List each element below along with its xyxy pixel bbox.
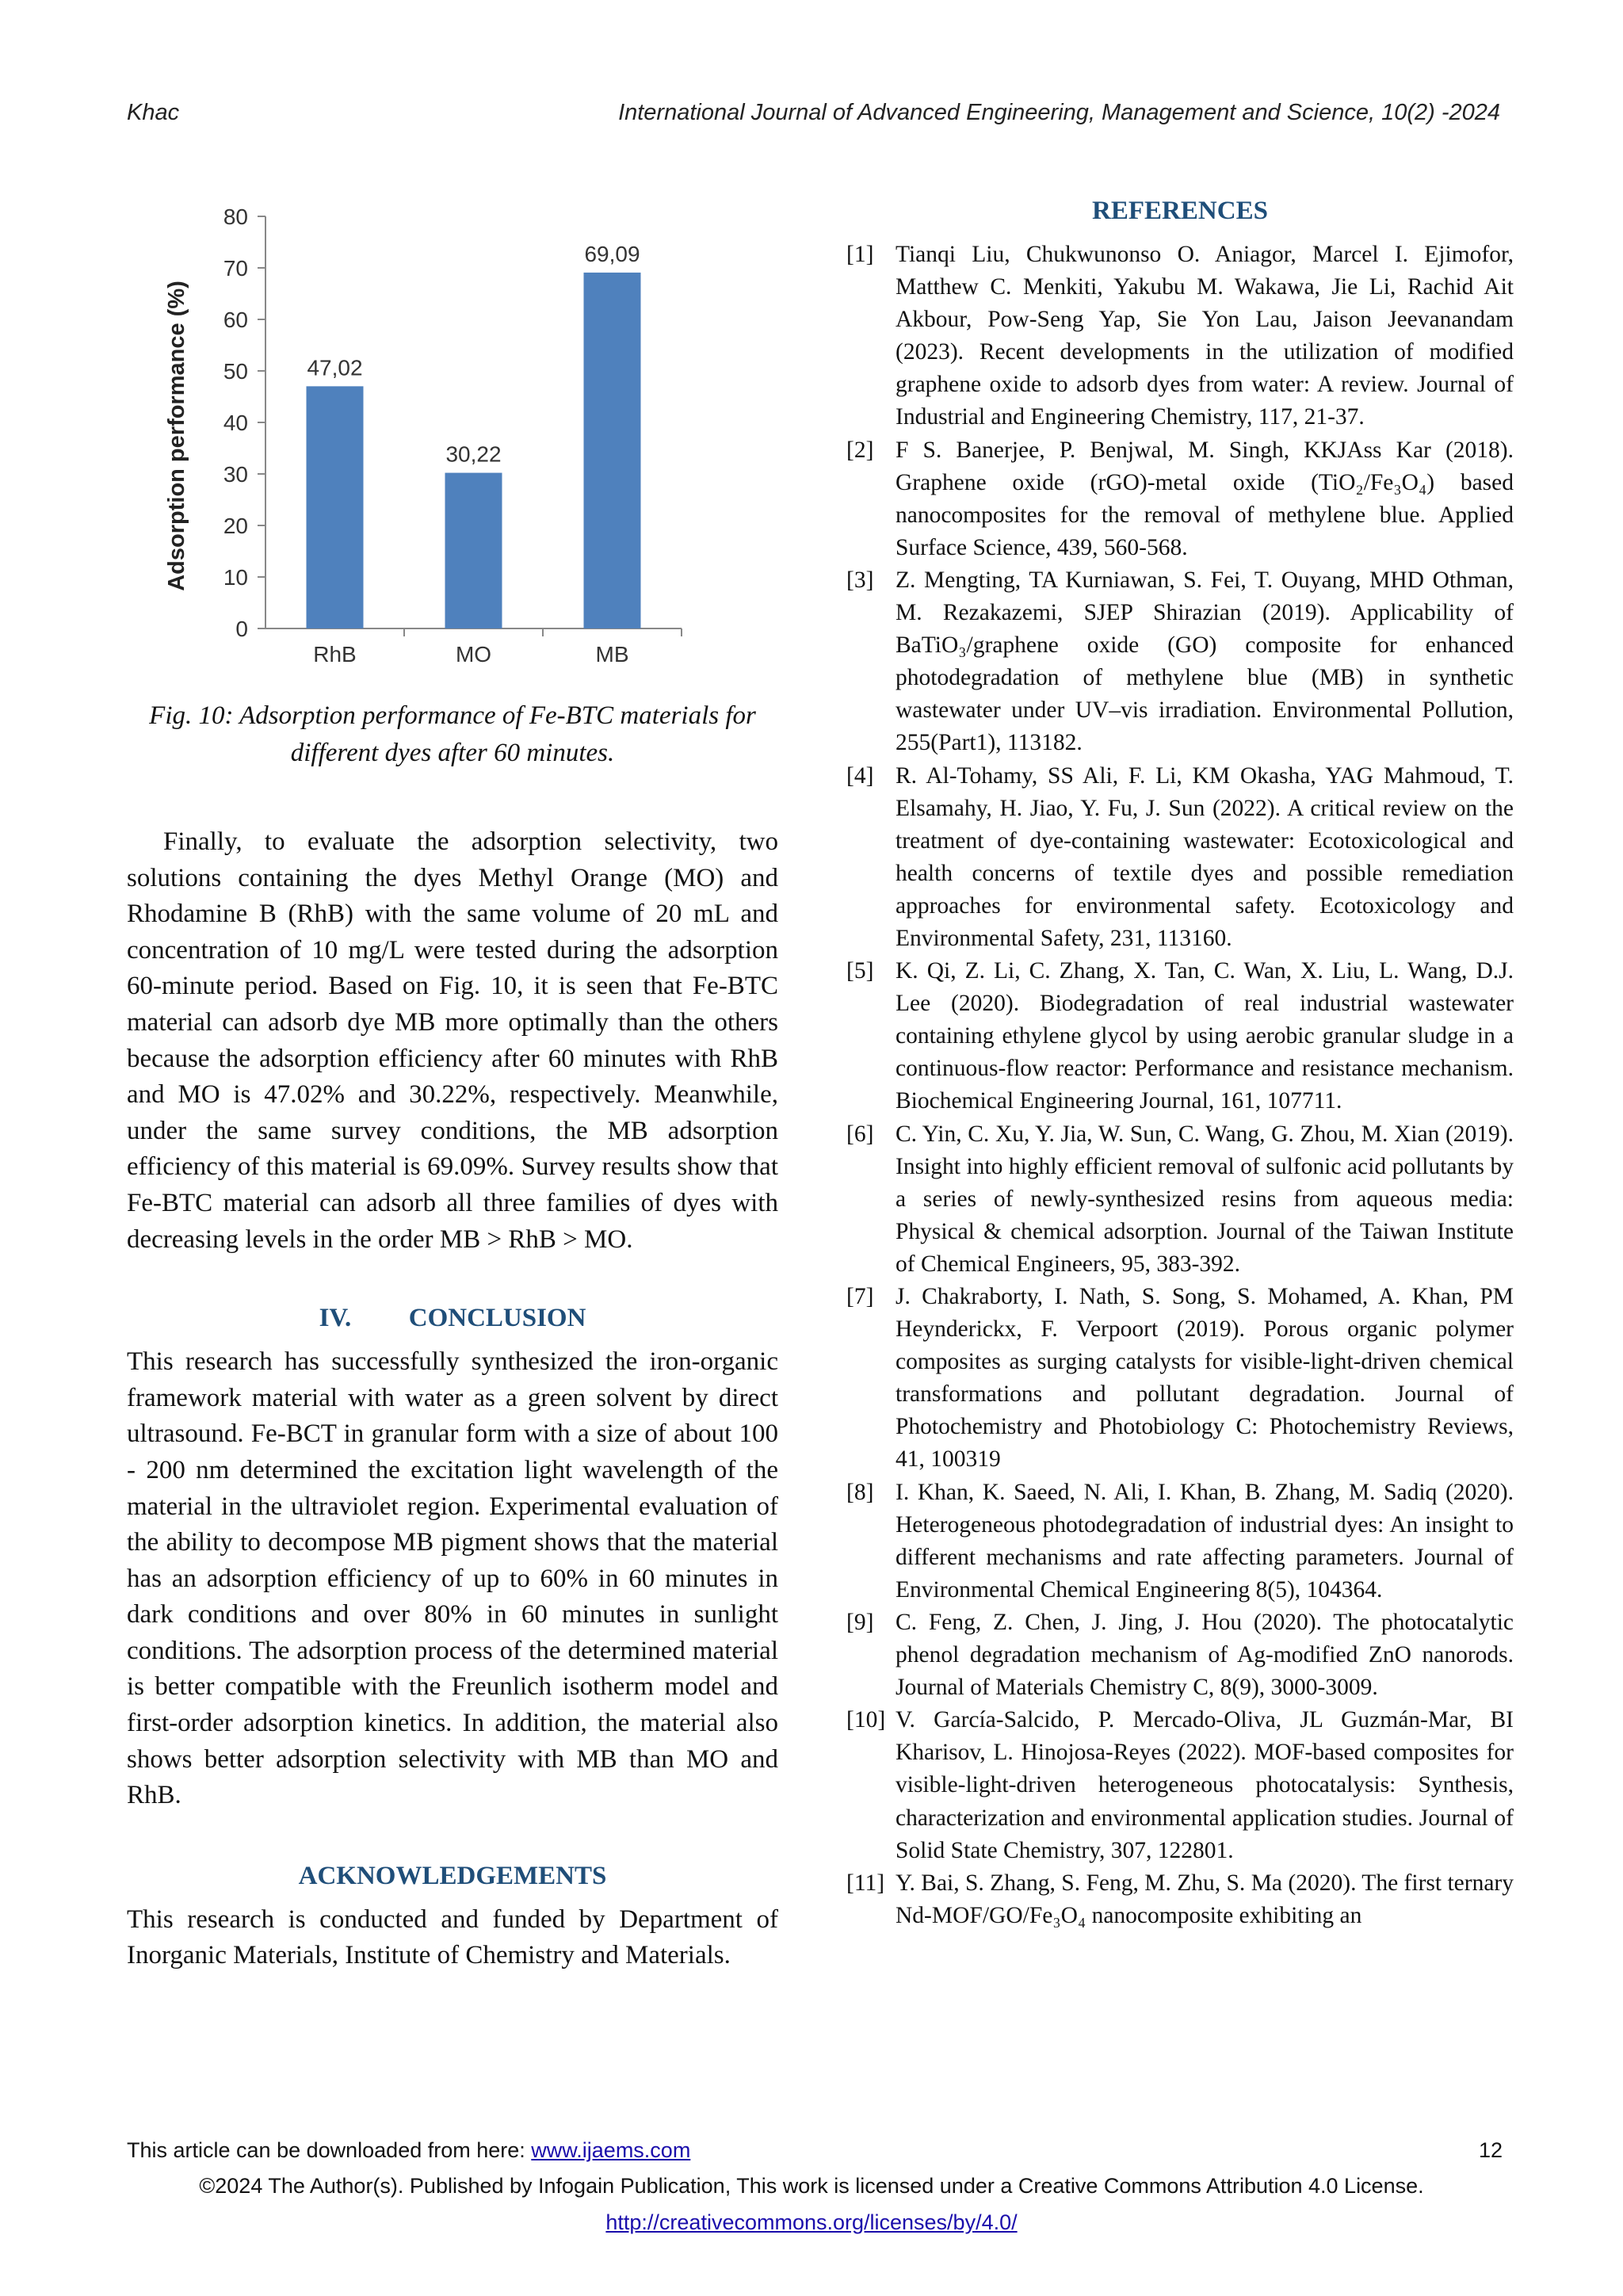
reference-text: Tianqi Liu, Chukwunonso O. Aniagor, Marcel I. Ejimofor, Matthew C. Menkiti, Yakubu M. Wakawa, Jie Li, Rachid Ait Akbour, Pow-Seng Yap, Sie Yon Lau, Jaison Jeevanandam (2023). Recent developments in the utilization of modified graphene oxide to adsorb dyes from water: A review. Journal of Industrial and Engineering Chemistry, 117, 21-37. — [896, 242, 1514, 430]
running-header-journal: International Journal of Advanced Engineering, Management and Science, 10(2) -2024 — [618, 100, 1500, 125]
reference-item — [846, 564, 1514, 760]
chart-y-tick-label: 0 — [235, 617, 248, 641]
reference-number: [3] — [846, 567, 874, 593]
reference-item — [846, 434, 1514, 564]
reference-item — [846, 1606, 1514, 1704]
reference-text: R. Al-Tohamy, SS Ali, F. Li, KM Okasha, YAG Mahmoud, T. Elsamahy, H. Jiao, Y. Fu, J. Sun (2022). A critical review on the treatment of dye-containing wastewater: Ecotoxicological and health concerns of textile dyes and possible remediation approaches for environmental safety. Ecotoxicology and Environmental Safety, 231, 113160. — [896, 762, 1514, 951]
body-paragraph-selectivity: Finally, to evaluate the adsorption selectivity, two solutions containing the dyes Methyl Orange (MO) and Rhodamine B (RhB) with the same volume of 20 mL and concentration of 10 mg/L were tested during the adsorption 60-minute period. Based on Fig. 10, it is seen that Fe-BTC material can adsorb dye MB more optimally than the others because the adsorption efficiency after 60 minutes with RhB and MO is 47.02% and 30.22%, respectively. Meanwhile, under the same survey conditions, the MB adsorption efficiency of this material is 69.09%. Survey results show that Fe-BTC material can adsorb all three families of dyes with decreasing levels in the order MB > RhB > MO. — [127, 827, 778, 1254]
reference-text: C. Yin, C. Xu, Y. Jia, W. Sun, C. Wang, G. Zhou, M. Xian (2019). Insight into highly efficient removal of sulfonic acid pollutants by a series of newly-synthesized resins from aqueous media: Physical & chemical adsorption. Journal of the Taiwan Institute of Chemical Engineers, 95, 383-392. — [896, 1121, 1514, 1277]
reference-item — [846, 955, 1514, 1117]
reference-number: [4] — [846, 762, 874, 789]
chart-y-tick-label: 60 — [223, 308, 248, 332]
chart-y-tick-label: 10 — [223, 565, 248, 590]
conclusion-number: IV. — [319, 1304, 352, 1333]
chart-y-tick-label: 80 — [223, 204, 248, 229]
chart-bar — [307, 386, 364, 628]
reference-number: [10] — [846, 1707, 886, 1733]
chart-y-axis-label: Adsorption performance (%) — [164, 281, 189, 591]
chart-data-label: 30,22 — [445, 441, 502, 467]
reference-item — [846, 1867, 1514, 1932]
chart-y-tick-label: 20 — [223, 514, 248, 538]
reference-text: F S. Banerjee, P. Benjwal, M. Singh, KKJAss Kar (2018). Graphene oxide (rGO)-metal oxide (TiO₂/Fe₃O₄) based nanocomposites for the removal of methylene blue. Applied Surface Science, 439, 560-568. — [896, 437, 1514, 560]
reference-item — [846, 239, 1514, 434]
reference-number: [11] — [846, 1870, 885, 1896]
bar-chart-svg — [127, 190, 778, 697]
reference-item — [846, 760, 1514, 956]
reference-number: [5] — [846, 958, 874, 984]
conclusion-title: CONCLUSION — [408, 1304, 586, 1333]
reference-item — [846, 1704, 1514, 1866]
acknowledgements-paragraph: This research is conducted and funded by Department of Inorganic Materials, Institute of Chemistry and Materials. — [127, 1904, 778, 1970]
chart-data-label: 69,09 — [584, 241, 640, 266]
reference-number: [8] — [846, 1479, 874, 1505]
conclusion-paragraph: This research has successfully synthesized the iron-organic framework material with water as a green solvent by direct ultrasound. Fe-BCT in granular form with a size of about 100 - 200 nm determined the excitation light wavelength of the material in the ultraviolet region. Experimental evaluation of the ability to decompose MB pigment shows that the material has an adsorption efficiency of up to 60% in 60 minutes in dark conditions and over 80% in 60 minutes in sunlight conditions. The adsorption process of the determined material is better compatible with the Freunlich isotherm model and first-order adsorption kinetics. In addition, the material also shows better adsorption selectivity with MB than MO and RhB. — [127, 1347, 778, 1810]
footer-license-link-wrap — [0, 2210, 1623, 2235]
chart-x-tick-label: MO — [455, 642, 492, 667]
running-header-author: Khac — [127, 100, 180, 125]
figure-10-chart — [127, 190, 778, 697]
reference-number: [6] — [846, 1121, 874, 1147]
reference-number: [1] — [846, 242, 874, 267]
left-column — [127, 190, 778, 1974]
footer-license-text: ©2024 The Author(s). Published by Infogain Publication, This work is licensed under a Creative Commons Attribution 4.0 License. — [199, 2174, 1424, 2198]
footer-download — [127, 2138, 690, 2163]
chart-y-tick-label: 70 — [223, 256, 248, 281]
footer-journal-link[interactable]: www.ijaems.com — [531, 2138, 691, 2162]
reference-text: Y. Bai, S. Zhang, S. Feng, M. Zhu, S. Ma (2020). The first ternary Nd-MOF/GO/Fe₃O₄ nanocomposite exhibiting an — [896, 1870, 1514, 1928]
reference-text: J. Chakraborty, I. Nath, S. Song, S. Mohamed, A. Khan, PM Heynderickx, F. Verpoort (2019). Porous organic polymer composites as surging catalysts for visible-light-driven chemical transformations and pollutant degradation. Journal of Photochemistry and Photobiology C: Photochemistry Reviews, 41, 100319 — [896, 1284, 1514, 1473]
reference-item — [846, 1477, 1514, 1606]
reference-text: I. Khan, K. Saeed, N. Ali, I. Khan, B. Zhang, M. Sadiq (2020). Heterogeneous photodegradation of industrial dyes: An insight to different mechanisms and rate affecting parameters. Journal of Environmental Chemical Engineering 8(5), 104364. — [896, 1479, 1514, 1603]
footer-license-link[interactable]: http://creativecommons.org/licenses/by/4.0/ — [605, 2210, 1018, 2234]
chart-y-tick-label: 30 — [223, 462, 248, 487]
reference-text: K. Qi, Z. Li, C. Zhang, X. Tan, C. Wan, X. Liu, L. Wang, D.J. Lee (2020). Biodegradation of real industrial wastewater containing ethylene glycol by using aerobic granular sludge in a continuous-flow reactor: Performance and resistance mechanism. Biochemical Engineering Journal, 161, 107711. — [896, 958, 1514, 1114]
reference-text: C. Feng, Z. Chen, J. Jing, J. Hou (2020). The photocatalytic phenol degradation mechanism of Ag-modified ZnO nanorods. Journal of Materials Chemistry C, 8(9), 3000-3009. — [896, 1609, 1514, 1701]
chart-data-label: 47,02 — [307, 355, 363, 380]
chart-x-tick-label: RhB — [313, 642, 357, 667]
reference-list — [846, 239, 1514, 1932]
chart-y-tick-label: 50 — [223, 359, 248, 384]
acknowledgements-heading: ACKNOWLEDGEMENTS — [298, 1861, 607, 1890]
footer-download-text: This article can be downloaded from here: — [127, 2138, 532, 2162]
footer-page-number: 12 — [1478, 2138, 1503, 2162]
chart-bar — [584, 273, 641, 628]
references-heading: REFERENCES — [1092, 197, 1268, 225]
reference-number: [7] — [846, 1284, 874, 1309]
right-column — [846, 190, 1514, 1932]
reference-item — [846, 1118, 1514, 1281]
reference-text: V. García-Salcido, P. Mercado-Oliva, JL Guzmán-Mar, BI Kharisov, L. Hinojosa-Reyes (2022). MOF-based composites for visible-light-driven heterogeneous photocatalysis: Synthesis, characterization and environmental application studies. Journal of Solid State Chemistry, 307, 122801. — [896, 1707, 1514, 1863]
reference-number: [9] — [846, 1609, 874, 1635]
figure-caption: Fig. 10: Adsorption performance of Fe-BTC materials for different dyes after 60 minutes. — [149, 701, 756, 767]
chart-y-tick-label: 40 — [223, 411, 248, 435]
chart-bar — [445, 473, 502, 628]
reference-number: [2] — [846, 437, 874, 463]
conclusion-heading — [127, 1304, 778, 1333]
chart-x-tick-label: MB — [595, 642, 629, 667]
reference-item — [846, 1281, 1514, 1477]
reference-text: Z. Mengting, TA Kurniawan, S. Fei, T. Ouyang, MHD Othman, M. Rezakazemi, SJEP Shirazian (2019). Applicability of BaTiO₃/graphene oxide (GO) composite for enhanced photodegradation of methylene blue (MB) in synthetic wastewater under UV–vis irradiation. Environmental Pollution, 255(Part1), 113182. — [896, 567, 1514, 756]
